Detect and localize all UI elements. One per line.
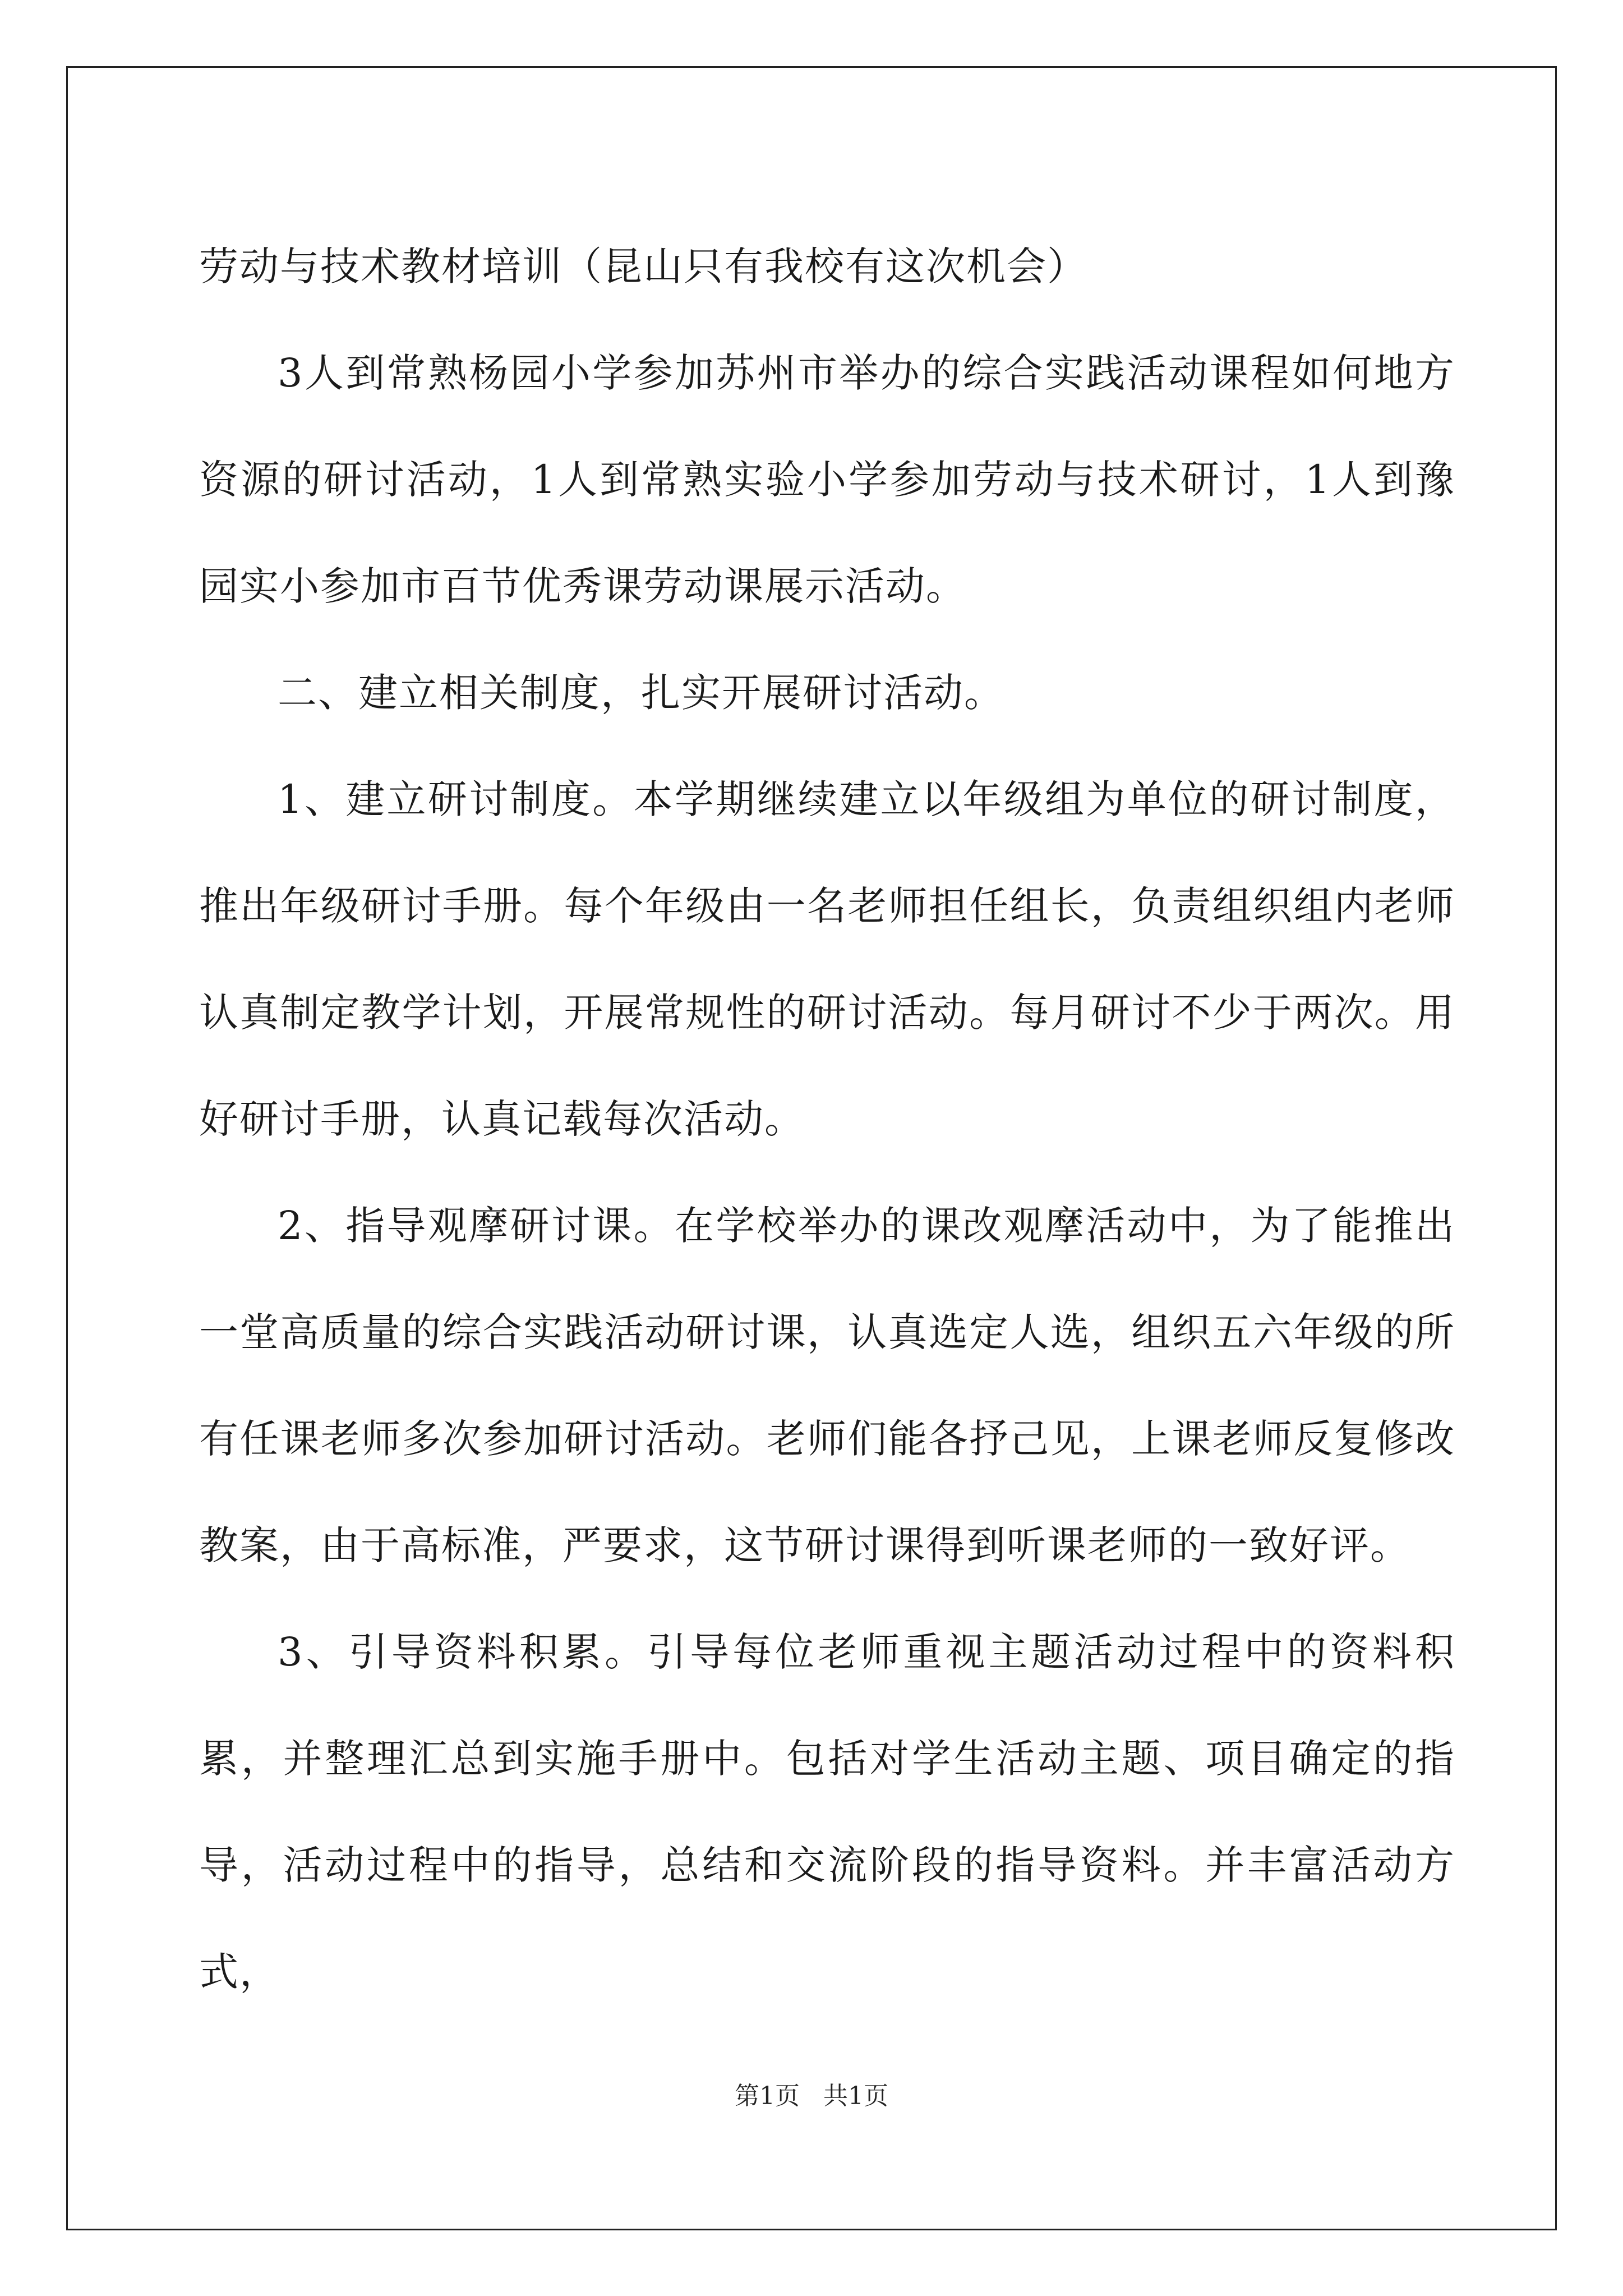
page-total: 共1页: [823, 2082, 888, 2110]
paragraph-1: 劳动与技术教材培训（昆山只有我校有这次机会）: [199, 243, 1087, 289]
paragraph-4: 2、指导观摩研讨课。在学校举办的课改观摩活动中，为了能推出一堂高质量的综合实践活动研讨课，认真选定人选，组织五六年级的所有任课老师多次参加研讨活动。老师们能各抒己见，上课老师反复修改教案，由于高标准，严要求，这节研讨课得到听课老师的一致好评。: [199, 1203, 1455, 1568]
paragraph-3: 1、建立研讨制度。本学期继续建立以年级组为单位的研讨制度，推出年级研讨手册。每个年级由一名老师担任组长，负责组织组内老师认真制定教学计划，开展常规性的研讨活动。每月研讨不少于两次。用好研讨手册，认真记载每次活动。: [199, 776, 1455, 1142]
paragraph-5: 3、引导资料积累。引导每位老师重视主题活动过程中的资料积累，并整理汇总到实施手册中。包括对学生活动主题、项目确定的指导，活动过程中的指导，总结和交流阶段的指导资料。并丰富活动方式，: [199, 1629, 1455, 1995]
paragraph-2: 3人到常熟杨园小学参加苏州市举办的综合实践活动课程如何地方资源的研讨活动，1人到常熟实验小学参加劳动与技术研讨，1人到豫园实小参加市百节优秀课劳动课展示活动。: [199, 350, 1455, 609]
page-number: 第1页: [735, 2082, 800, 2110]
section-heading: 二、建立相关制度，扎实开展研讨活动。: [278, 670, 1004, 716]
document-body: [199, 213, 1455, 2025]
page-footer: [0, 2076, 1623, 2111]
